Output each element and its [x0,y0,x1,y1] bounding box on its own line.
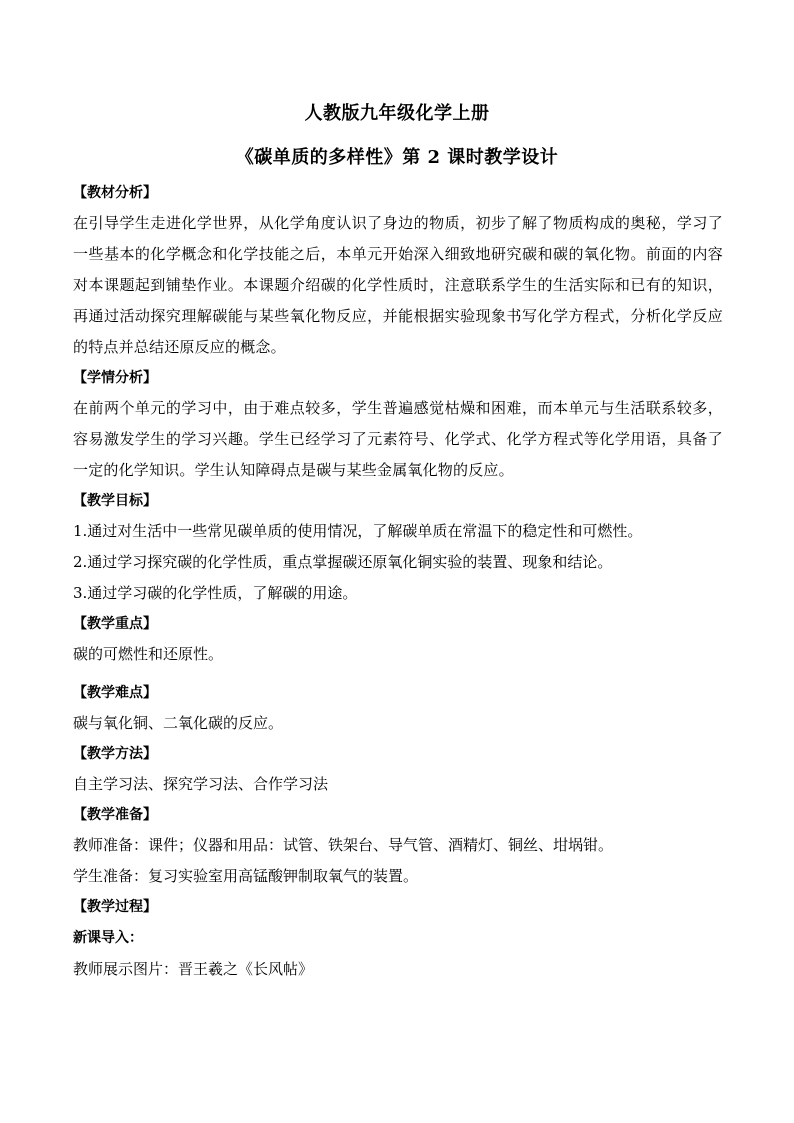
student-preparation-text: 学生准备：复习实验室用高锰酸钾制取氧气的装置。 [73,867,419,885]
section-heading-goals: 【教学目标】 [73,493,157,509]
section-heading-difficulty: 【教学难点】 [73,685,157,701]
document-title: 人教版九年级化学上册 [304,103,490,124]
goal-item: 1.通过对生活中一些常见碳单质的使用情况，了解碳单质在常温下的稳定性和可燃性。 [73,522,643,540]
methods-text: 自主学习法、探究学习法、合作学习法 [73,775,329,793]
lesson-intro-text: 教师展示图片：晋王羲之《长风帖》 [73,960,314,978]
material-analysis-text: 在引导学生走进化学世界，从化学角度认识了身边的物质，初步了解了物质构成的奥秘，学习了一些基本的化学概念和化学技能之后，本单元开始深入细致地研究碳和碳的氧化物。前面的内容对本课题起到铺垫作业。本课题介绍碳的化学性质时，注意联系学生的生活实际和已有的知识，再通过活动探究理解碳能与某些氧化物反应，并能根据实验现象书写化学方程式，分析化学反应的特点并总结还原反应的概念。 [73,214,723,356]
spacer [73,670,723,678]
section-heading-methods: 【教学方法】 [73,746,157,762]
section-heading-material: 【教材分析】 [73,185,157,201]
goal-item: 2.通过学习探究碳的化学性质，重点掌握碳还原氧化铜实验的装置、现象和结论。 [73,553,613,571]
student-analysis-text: 在前两个单元的学习中，由于难点较多，学生普遍感觉枯燥和困难，而本单元与生活联系较多，容易激发学生的学习兴趣。学生已经学习了元素符号、化学式、化学方程式等化学用语，具备了一定的化学知识。学生认知障碍点是碳与某些金属氧化物的反应。 [73,399,723,479]
key-points-text: 碳的可燃性和还原性。 [73,645,224,663]
section-heading-students: 【学情分析】 [73,370,157,386]
goal-item: 3.通过学习碳的化学性质，了解碳的用途。 [73,584,358,602]
section-heading-key-points: 【教学重点】 [73,616,157,632]
document-subtitle: 《碳单质的多样性》第 2 课时教学设计 [235,147,559,168]
difficulty-text: 碳与氧化铜、二氧化碳的反应。 [73,714,284,732]
section-heading-process: 【教学过程】 [73,899,157,915]
document-body [73,178,723,985]
teacher-preparation-text: 教师准备：课件；仪器和用品：试管、铁架台、导气管、酒精灯、铜丝、坩埚钳。 [73,836,614,854]
lesson-intro-heading: 新课导入： [73,930,143,946]
section-heading-preparation: 【教学准备】 [73,807,157,823]
